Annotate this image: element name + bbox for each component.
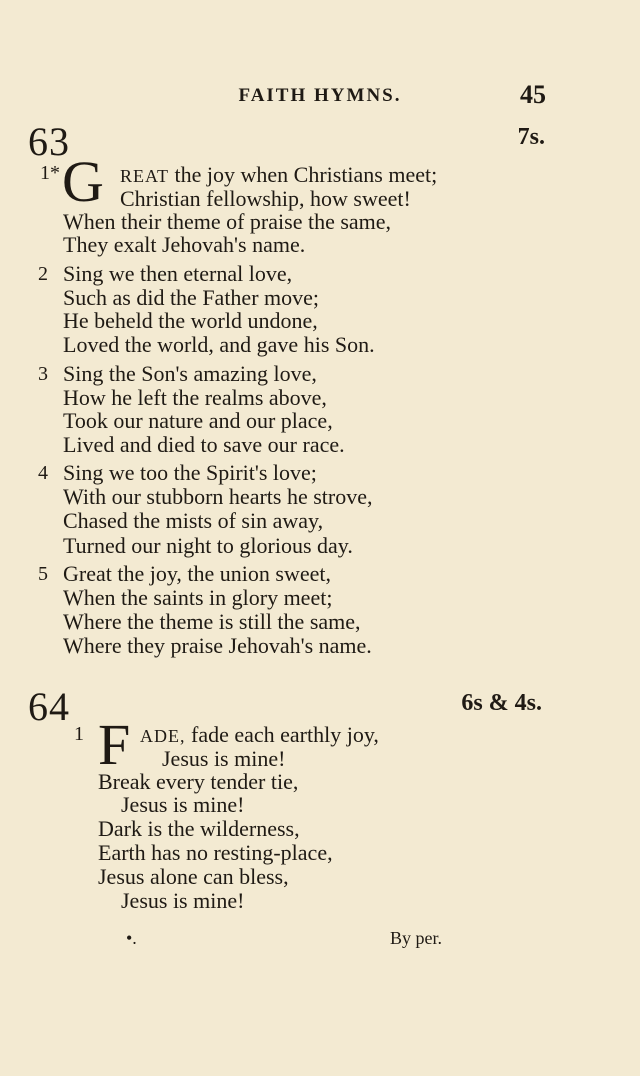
hymn-63-verse-2-number: 2 <box>38 263 48 285</box>
hymn-63-v1-line-4: They exalt Jehovah's name. <box>63 232 306 257</box>
hymn-64-meter: 6s & 4s. <box>461 690 542 716</box>
hymn-63-v1-line-3: When their theme of praise the same, <box>63 209 392 234</box>
hymn-63-v4-line-1: Sing we too the Spirit's love; <box>63 460 317 485</box>
hymn-63-v3-line-4: Lived and died to save our race. <box>63 432 345 457</box>
hymn-63-v2-line-3: He beheld the world undone, <box>63 308 318 333</box>
hymn-63-v2-line-1: Sing we then eternal love, <box>63 261 293 286</box>
attribution: By per. <box>390 928 442 948</box>
hymn-63-verse-4-number: 4 <box>38 462 48 484</box>
hymn-63-v3-line-3: Took our nature and our place, <box>63 408 333 433</box>
hymn-63-v1-caps: REAT <box>120 166 169 186</box>
hymn-63-verse-1-number: 1* <box>40 162 60 184</box>
hymn-63-dropcap: G <box>62 149 104 214</box>
hymn-63-number: 63 <box>28 119 70 164</box>
hymn-64-v1-line-3: Break every tender tie, <box>98 769 299 794</box>
hymn-63-v5-line-4: Where they praise Jehovah's name. <box>63 633 372 658</box>
hymn-63-v4-line-3: Chased the mists of sin away, <box>63 508 324 533</box>
hymn-63-v3-line-1: Sing the Son's amazing love, <box>63 361 317 386</box>
hymn-63-v5-line-2: When the saints in glory meet; <box>63 585 333 610</box>
hymn-63-v1-line-1 <box>120 164 437 186</box>
footnote-mark: •. <box>126 928 137 948</box>
hymn-63-verse-3-number: 3 <box>38 363 48 385</box>
hymn-64-v1-line-2: Jesus is mine! <box>162 746 286 771</box>
hymn-63-v1-line-1-rest: the joy when Christians meet; <box>169 162 438 187</box>
hymn-64-v1-line-1-rest: fade each earthly joy, <box>185 722 379 747</box>
hymn-64-verse-1-number: 1 <box>74 723 84 745</box>
hymn-63-v5-line-3: Where the theme is still the same, <box>63 609 361 634</box>
hymn-63-meter: 7s. <box>517 124 545 150</box>
hymn-64-v1-line-5: Dark is the wilderness, <box>98 816 300 841</box>
hymn-63-v1-line-2: Christian fellowship, how sweet! <box>120 186 411 211</box>
hymn-63-v4-line-4: Turned our night to glorious day. <box>63 533 353 558</box>
hymn-63-v3-line-2: How he left the realms above, <box>63 385 327 410</box>
hymn-63-verse-5-number: 5 <box>38 563 48 585</box>
page-number: 45 <box>520 80 546 109</box>
running-head: FAITH HYMNS. <box>238 85 402 106</box>
hymn-63-v2-line-4: Loved the world, and gave his Son. <box>63 332 375 357</box>
hymn-64-v1-line-1 <box>140 724 379 746</box>
hymn-64-v1-line-6: Earth has no resting-place, <box>98 840 333 865</box>
hymn-63-v2-line-2: Such as did the Father move; <box>63 285 320 310</box>
hymn-64-v1-line-8: Jesus is mine! <box>121 888 245 913</box>
hymn-64-v1-line-7: Jesus alone can bless, <box>98 864 289 889</box>
hymn-64-v1-caps: ADE, <box>140 726 186 746</box>
hymn-64-v1-line-4: Jesus is mine! <box>121 792 245 817</box>
hymn-64-dropcap: F <box>98 712 131 777</box>
hymn-63-v5-line-1: Great the joy, the union sweet, <box>63 561 331 586</box>
hymn-64-number: 64 <box>28 684 70 729</box>
hymn-63-v4-line-2: With our stubborn hearts he strove, <box>63 484 373 509</box>
